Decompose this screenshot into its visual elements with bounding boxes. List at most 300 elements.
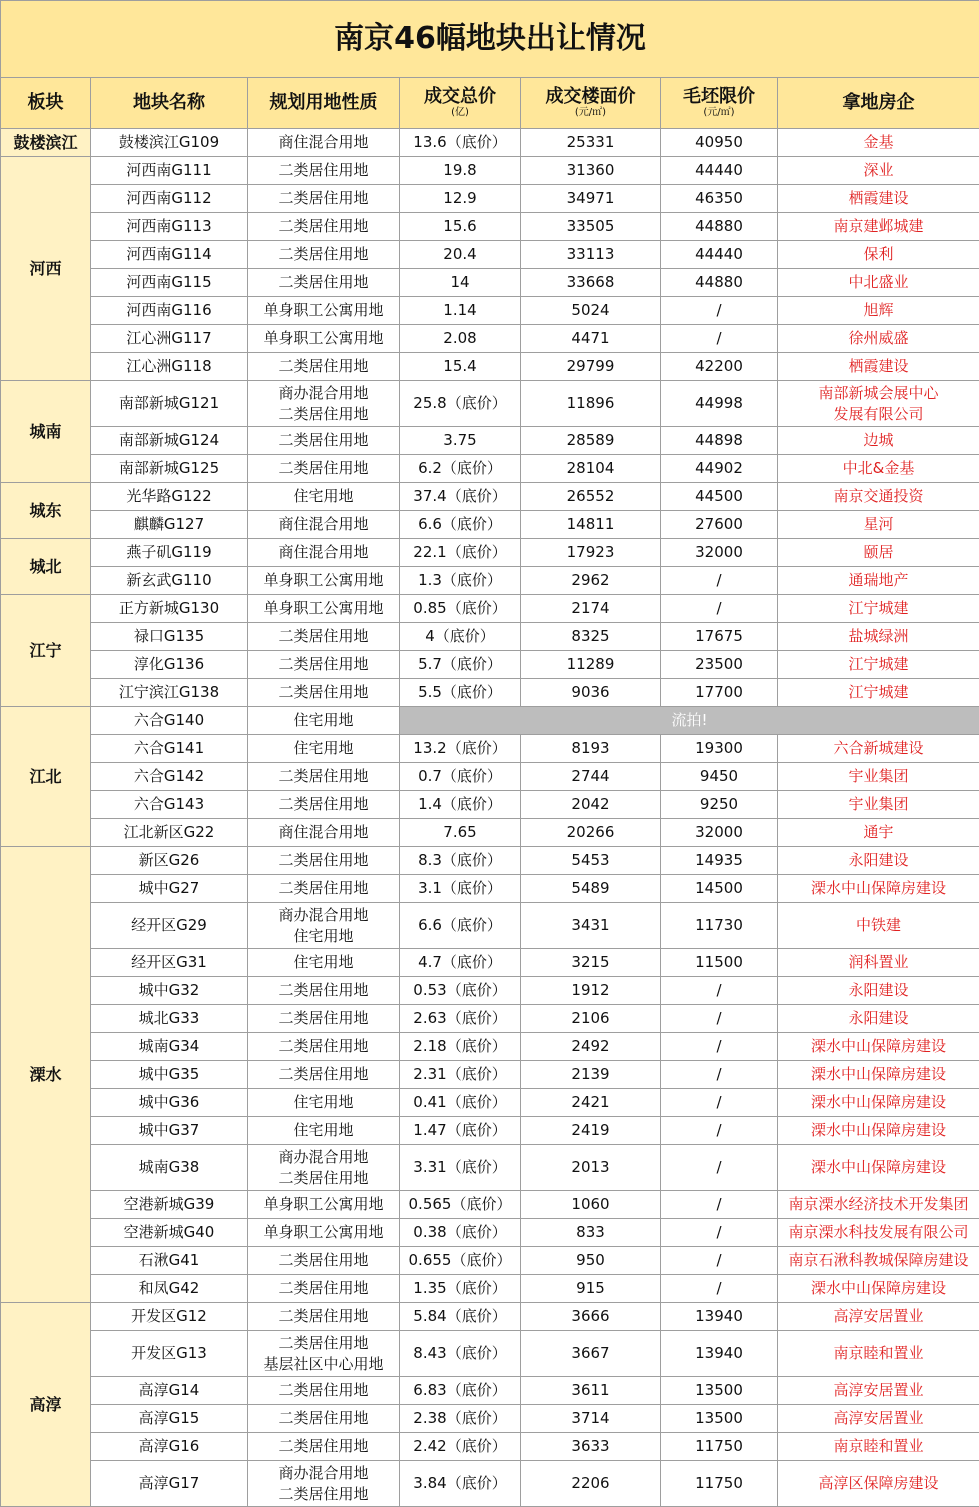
plot-name-cell: 燕子矶G119 <box>91 539 248 567</box>
price-cap-cell: 32000 <box>661 539 778 567</box>
total-price-cell: 3.31（底价） <box>400 1145 521 1191</box>
developer-line: 宇业集团 <box>848 795 909 813</box>
land-use-line: 二类居住用地 <box>278 357 369 375</box>
area-cell: 城南 <box>1 381 91 483</box>
plot-name-cell: 经开区G29 <box>91 903 248 949</box>
plot-name-cell: 空港新城G40 <box>91 1219 248 1247</box>
land-use-line: 住宅用地 <box>293 1093 354 1111</box>
plot-name-cell: 正方新城G130 <box>91 595 248 623</box>
floor-price-cell: 20266 <box>521 819 661 847</box>
price-cap-cell: / <box>661 1005 778 1033</box>
floor-price-cell: 2174 <box>521 595 661 623</box>
price-cap-cell: 44998 <box>661 381 778 427</box>
table-row <box>1 1275 979 1303</box>
land-use-line: 二类居住用地 <box>278 431 369 449</box>
total-price-cell: 1.35（底价） <box>400 1275 521 1303</box>
price-cap-cell: 14935 <box>661 847 778 875</box>
total-price-cell: 4（底价） <box>400 623 521 651</box>
land-use-cell <box>248 1191 400 1219</box>
price-cap-cell: 11750 <box>661 1461 778 1507</box>
developer-line: 深业 <box>863 161 894 179</box>
table-row <box>1 791 979 819</box>
table-row <box>1 875 979 903</box>
developer-cell <box>778 185 979 213</box>
area-cell: 城东 <box>1 483 91 539</box>
table-row <box>1 1405 979 1433</box>
floor-price-cell: 3611 <box>521 1377 661 1405</box>
land-use-line: 商住混合用地 <box>278 543 369 561</box>
floor-price-cell: 3666 <box>521 1303 661 1331</box>
developer-line: 保利 <box>863 245 894 263</box>
land-use-line: 二类居住用地 <box>278 879 369 897</box>
land-use-cell <box>248 707 400 735</box>
floor-price-cell: 33113 <box>521 241 661 269</box>
developer-line: 南京溧水经济技术开发集团 <box>788 1195 969 1213</box>
land-use-cell <box>248 847 400 875</box>
developer-line: 溧水中山保障房建设 <box>811 879 947 897</box>
land-use-cell <box>248 1461 400 1507</box>
plot-name-cell: 江心洲G118 <box>91 353 248 381</box>
developer-line: 溧水中山保障房建设 <box>811 1279 947 1297</box>
table-row <box>1 1089 979 1117</box>
price-cap-cell: 42200 <box>661 353 778 381</box>
developer-line: 栖霞建设 <box>848 357 909 375</box>
plot-name-cell: 河西南G111 <box>91 157 248 185</box>
table-row <box>1 949 979 977</box>
developer-line: 南部新城会展中心 <box>818 383 939 402</box>
floor-price-cell: 25331 <box>521 129 661 157</box>
header-cap-label: 毛坯限价 <box>683 86 755 107</box>
plot-name-cell: 城北G33 <box>91 1005 248 1033</box>
developer-cell <box>778 1219 979 1247</box>
table-row <box>1 455 979 483</box>
total-price-cell: 6.83（底价） <box>400 1377 521 1405</box>
developer-line: 发展有限公司 <box>833 404 924 423</box>
price-cap-cell: / <box>661 595 778 623</box>
developer-cell <box>778 949 979 977</box>
land-use-cell <box>248 1089 400 1117</box>
developer-cell <box>778 623 979 651</box>
developer-line: 高淳安居置业 <box>833 1409 924 1427</box>
price-cap-cell: / <box>661 1247 778 1275</box>
price-cap-cell: 44880 <box>661 269 778 297</box>
land-use-line: 商住混合用地 <box>278 823 369 841</box>
developer-line: 江宁城建 <box>848 683 909 701</box>
floor-price-cell: 2421 <box>521 1089 661 1117</box>
land-use-line: 二类居住用地 <box>278 273 369 291</box>
developer-line: 南京石湫科教城保障房建设 <box>788 1251 969 1269</box>
plot-name-cell: 城南G38 <box>91 1145 248 1191</box>
floor-price-cell: 915 <box>521 1275 661 1303</box>
land-use-line: 二类居住用地 <box>278 1168 369 1187</box>
total-price-cell: 22.1（底价） <box>400 539 521 567</box>
price-cap-cell: 11750 <box>661 1433 778 1461</box>
land-use-cell <box>248 325 400 353</box>
total-price-cell: 1.14 <box>400 297 521 325</box>
developer-line: 江宁城建 <box>848 655 909 673</box>
developer-cell <box>778 903 979 949</box>
plot-name-cell: 光华路G122 <box>91 483 248 511</box>
header-total-label: 成交总价 <box>424 86 496 107</box>
price-cap-cell: / <box>661 1033 778 1061</box>
developer-line: 高淳安居置业 <box>833 1307 924 1325</box>
land-use-line: 单身职工公寓用地 <box>263 571 384 589</box>
area-cell: 高淳 <box>1 1303 91 1507</box>
floor-price-cell: 1060 <box>521 1191 661 1219</box>
land-use-line: 二类居住用地 <box>278 459 369 477</box>
developer-cell <box>778 977 979 1005</box>
developer-line: 栖霞建设 <box>848 189 909 207</box>
total-price-cell: 0.7（底价） <box>400 763 521 791</box>
table-title: 南京46幅地块出让情况 <box>1 1 979 78</box>
total-price-cell: 2.31（底价） <box>400 1061 521 1089</box>
developer-cell <box>778 129 979 157</box>
developer-line: 南京交通投资 <box>833 487 924 505</box>
plot-name-cell: 空港新城G39 <box>91 1191 248 1219</box>
land-use-line: 二类居住用地 <box>278 795 369 813</box>
developer-cell <box>778 1145 979 1191</box>
failed-auction-cell: 流拍! <box>400 707 979 735</box>
land-use-line: 基层社区中心用地 <box>263 1354 384 1373</box>
total-price-cell: 0.655（底价） <box>400 1247 521 1275</box>
total-price-cell: 0.41（底价） <box>400 1089 521 1117</box>
price-cap-cell: 32000 <box>661 819 778 847</box>
developer-cell <box>778 1303 979 1331</box>
developer-cell <box>778 353 979 381</box>
developer-line: 中北&金基 <box>842 459 915 477</box>
floor-price-cell: 26552 <box>521 483 661 511</box>
land-use-cell <box>248 455 400 483</box>
land-use-line: 二类居住用地 <box>278 1409 369 1427</box>
table-row <box>1 1145 979 1191</box>
developer-cell <box>778 381 979 427</box>
price-cap-cell: 17675 <box>661 623 778 651</box>
floor-price-cell: 5024 <box>521 297 661 325</box>
total-price-cell: 0.38（底价） <box>400 1219 521 1247</box>
developer-line: 宇业集团 <box>848 767 909 785</box>
land-use-cell <box>248 1005 400 1033</box>
developer-line: 高淳安居置业 <box>833 1381 924 1399</box>
floor-price-cell: 3431 <box>521 903 661 949</box>
price-cap-cell: 9250 <box>661 791 778 819</box>
developer-line: 溧水中山保障房建设 <box>811 1093 947 1111</box>
developer-line: 高淳区保障房建设 <box>818 1474 939 1492</box>
land-use-line: 二类居住用地 <box>278 217 369 235</box>
plot-name-cell: 开发区G12 <box>91 1303 248 1331</box>
total-price-cell: 1.47（底价） <box>400 1117 521 1145</box>
price-cap-cell: / <box>661 1117 778 1145</box>
land-use-cell <box>248 791 400 819</box>
developer-line: 江宁城建 <box>848 599 909 617</box>
header-cap <box>661 78 778 129</box>
land-use-cell <box>248 595 400 623</box>
developer-cell <box>778 1061 979 1089</box>
developer-cell <box>778 157 979 185</box>
developer-cell <box>778 1433 979 1461</box>
land-use-cell <box>248 297 400 325</box>
land-use-cell <box>248 1303 400 1331</box>
table-row <box>1 1433 979 1461</box>
land-use-cell <box>248 1033 400 1061</box>
land-use-cell <box>248 1145 400 1191</box>
total-price-cell: 0.85（底价） <box>400 595 521 623</box>
developer-cell <box>778 241 979 269</box>
price-cap-cell: 19300 <box>661 735 778 763</box>
developer-line: 金基 <box>863 133 894 151</box>
developer-line: 永阳建设 <box>848 1009 909 1027</box>
table-row <box>1 539 979 567</box>
developer-cell <box>778 1247 979 1275</box>
plot-name-cell: 禄口G135 <box>91 623 248 651</box>
table-row <box>1 1331 979 1377</box>
floor-price-cell: 5453 <box>521 847 661 875</box>
land-use-line: 住宅用地 <box>293 953 354 971</box>
total-price-cell: 1.3（底价） <box>400 567 521 595</box>
developer-cell <box>778 1033 979 1061</box>
land-use-line: 二类居住用地 <box>278 1037 369 1055</box>
table-row <box>1 185 979 213</box>
developer-line: 溧水中山保障房建设 <box>811 1065 947 1083</box>
land-use-cell <box>248 735 400 763</box>
plot-name-cell: 石湫G41 <box>91 1247 248 1275</box>
developer-cell <box>778 1089 979 1117</box>
developer-line: 永阳建设 <box>848 981 909 999</box>
table-row <box>1 651 979 679</box>
header-total <box>400 78 521 129</box>
table-row <box>1 623 979 651</box>
developer-cell <box>778 1191 979 1219</box>
table-row <box>1 1303 979 1331</box>
floor-price-cell: 3714 <box>521 1405 661 1433</box>
price-cap-cell: 44440 <box>661 157 778 185</box>
developer-line: 颐居 <box>863 543 894 561</box>
floor-price-cell: 2013 <box>521 1145 661 1191</box>
floor-price-cell: 8193 <box>521 735 661 763</box>
price-cap-cell: 13940 <box>661 1303 778 1331</box>
developer-cell <box>778 297 979 325</box>
developer-cell <box>778 455 979 483</box>
land-use-cell <box>248 567 400 595</box>
header-floor-unit: (元/㎡) <box>574 107 607 118</box>
plot-name-cell: 麒麟G127 <box>91 511 248 539</box>
land-use-line: 住宅用地 <box>293 711 354 729</box>
floor-price-cell: 28104 <box>521 455 661 483</box>
land-use-cell <box>248 763 400 791</box>
table-row <box>1 1033 979 1061</box>
plot-name-cell: 六合G143 <box>91 791 248 819</box>
land-use-line: 二类居住用地 <box>278 1279 369 1297</box>
land-use-cell <box>248 977 400 1005</box>
area-cell: 江北 <box>1 707 91 847</box>
plot-name-cell: 河西南G112 <box>91 185 248 213</box>
price-cap-cell: / <box>661 1061 778 1089</box>
area-cell: 江宁 <box>1 595 91 707</box>
land-use-cell <box>248 819 400 847</box>
plot-name-cell: 高淳G16 <box>91 1433 248 1461</box>
plot-name-cell: 河西南G113 <box>91 213 248 241</box>
price-cap-cell: 14500 <box>661 875 778 903</box>
developer-cell <box>778 595 979 623</box>
land-use-line: 单身职工公寓用地 <box>263 1223 384 1241</box>
land-use-cell <box>248 483 400 511</box>
table-row <box>1 1061 979 1089</box>
plot-name-cell: 河西南G114 <box>91 241 248 269</box>
developer-cell <box>778 651 979 679</box>
floor-price-cell: 2419 <box>521 1117 661 1145</box>
price-cap-cell: / <box>661 297 778 325</box>
total-price-cell: 2.42（底价） <box>400 1433 521 1461</box>
plot-name-cell: 和凤G42 <box>91 1275 248 1303</box>
plot-name-cell: 南部新城G121 <box>91 381 248 427</box>
area-cell: 河西 <box>1 157 91 381</box>
price-cap-cell: / <box>661 1145 778 1191</box>
floor-price-cell: 2139 <box>521 1061 661 1089</box>
floor-price-cell: 33668 <box>521 269 661 297</box>
price-cap-cell: 11730 <box>661 903 778 949</box>
total-price-cell: 7.65 <box>400 819 521 847</box>
developer-cell <box>778 483 979 511</box>
land-use-cell <box>248 1219 400 1247</box>
floor-price-cell: 29799 <box>521 353 661 381</box>
total-price-cell: 13.6（底价） <box>400 129 521 157</box>
table-row <box>1 241 979 269</box>
table-row <box>1 353 979 381</box>
developer-line: 徐州威盛 <box>848 329 909 347</box>
price-cap-cell: 27600 <box>661 511 778 539</box>
floor-price-cell: 950 <box>521 1247 661 1275</box>
total-price-cell: 8.43（底价） <box>400 1331 521 1377</box>
land-use-line: 商住混合用地 <box>278 133 369 151</box>
floor-price-cell: 2492 <box>521 1033 661 1061</box>
table-row <box>1 297 979 325</box>
table-row <box>1 1247 979 1275</box>
developer-cell <box>778 679 979 707</box>
developer-line: 六合新城建设 <box>833 739 924 757</box>
developer-cell <box>778 1331 979 1377</box>
developer-cell <box>778 1377 979 1405</box>
developer-cell <box>778 1005 979 1033</box>
developer-line: 中北盛业 <box>848 273 909 291</box>
developer-cell <box>778 1461 979 1507</box>
developer-line: 南京睦和置业 <box>833 1344 924 1362</box>
plot-name-cell: 鼓楼滨江G109 <box>91 129 248 157</box>
total-price-cell: 19.8 <box>400 157 521 185</box>
land-use-cell <box>248 241 400 269</box>
total-price-cell: 0.53（底价） <box>400 977 521 1005</box>
plot-name-cell: 南部新城G124 <box>91 427 248 455</box>
plot-name-cell: 江心洲G117 <box>91 325 248 353</box>
total-price-cell: 4.7（底价） <box>400 949 521 977</box>
land-use-line: 商办混合用地 <box>278 383 369 402</box>
table-row <box>1 1117 979 1145</box>
developer-line: 溧水中山保障房建设 <box>811 1037 947 1055</box>
table-row <box>1 1219 979 1247</box>
total-price-cell: 2.18（底价） <box>400 1033 521 1061</box>
total-price-cell: 3.75 <box>400 427 521 455</box>
plot-name-cell: 六合G140 <box>91 707 248 735</box>
plot-name-cell: 江北新区G22 <box>91 819 248 847</box>
land-use-cell <box>248 353 400 381</box>
header-floor <box>521 78 661 129</box>
total-price-cell: 1.4（底价） <box>400 791 521 819</box>
price-cap-cell: / <box>661 1089 778 1117</box>
land-use-cell <box>248 381 400 427</box>
developer-line: 南京睦和置业 <box>833 1437 924 1455</box>
floor-price-cell: 5489 <box>521 875 661 903</box>
floor-price-cell: 34971 <box>521 185 661 213</box>
land-use-line: 二类居住用地 <box>278 851 369 869</box>
total-price-cell: 37.4（底价） <box>400 483 521 511</box>
price-cap-cell: 44440 <box>661 241 778 269</box>
land-use-cell <box>248 623 400 651</box>
land-use-cell <box>248 651 400 679</box>
developer-cell <box>778 875 979 903</box>
developer-cell <box>778 325 979 353</box>
land-use-line: 二类居住用地 <box>278 683 369 701</box>
land-use-line: 住宅用地 <box>293 926 354 945</box>
plot-name-cell: 新区G26 <box>91 847 248 875</box>
land-use-line: 二类居住用地 <box>278 981 369 999</box>
header-name: 地块名称 <box>91 78 248 129</box>
price-cap-cell: / <box>661 1191 778 1219</box>
land-use-cell <box>248 1117 400 1145</box>
land-use-line: 二类居住用地 <box>278 1381 369 1399</box>
land-use-cell <box>248 185 400 213</box>
table-row <box>1 903 979 949</box>
header-developer: 拿地房企 <box>778 78 979 129</box>
land-use-line: 住宅用地 <box>293 1121 354 1139</box>
land-use-line: 二类居住用地 <box>278 1437 369 1455</box>
developer-line: 通宇 <box>863 823 894 841</box>
developer-cell <box>778 1275 979 1303</box>
plot-name-cell: 河西南G116 <box>91 297 248 325</box>
total-price-cell: 8.3（底价） <box>400 847 521 875</box>
table-row <box>1 325 979 353</box>
total-price-cell: 12.9 <box>400 185 521 213</box>
header-area: 板块 <box>1 78 91 129</box>
developer-cell <box>778 847 979 875</box>
land-use-line: 二类居住用地 <box>278 1065 369 1083</box>
land-use-line: 二类居住用地 <box>278 1009 369 1027</box>
total-price-cell: 2.08 <box>400 325 521 353</box>
developer-cell <box>778 269 979 297</box>
plot-name-cell: 高淳G15 <box>91 1405 248 1433</box>
price-cap-cell: 9450 <box>661 763 778 791</box>
developer-cell <box>778 511 979 539</box>
developer-line: 旭辉 <box>863 301 894 319</box>
total-price-cell: 15.6 <box>400 213 521 241</box>
table-row <box>1 1005 979 1033</box>
total-price-cell: 0.565（底价） <box>400 1191 521 1219</box>
floor-price-cell: 2962 <box>521 567 661 595</box>
land-use-line: 单身职工公寓用地 <box>263 301 384 319</box>
land-use-cell <box>248 875 400 903</box>
header-use: 规划用地性质 <box>248 78 400 129</box>
developer-cell <box>778 1117 979 1145</box>
developer-line: 星河 <box>863 515 894 533</box>
total-price-cell: 6.6（底价） <box>400 511 521 539</box>
price-cap-cell: 13940 <box>661 1331 778 1377</box>
land-use-line: 单身职工公寓用地 <box>263 1195 384 1213</box>
plot-name-cell: 新玄武G110 <box>91 567 248 595</box>
floor-price-cell: 3633 <box>521 1433 661 1461</box>
floor-price-cell: 4471 <box>521 325 661 353</box>
floor-price-cell: 1912 <box>521 977 661 1005</box>
table-row <box>1 595 979 623</box>
price-cap-cell: 44880 <box>661 213 778 241</box>
price-cap-cell: 13500 <box>661 1377 778 1405</box>
developer-line: 溧水中山保障房建设 <box>811 1158 947 1176</box>
